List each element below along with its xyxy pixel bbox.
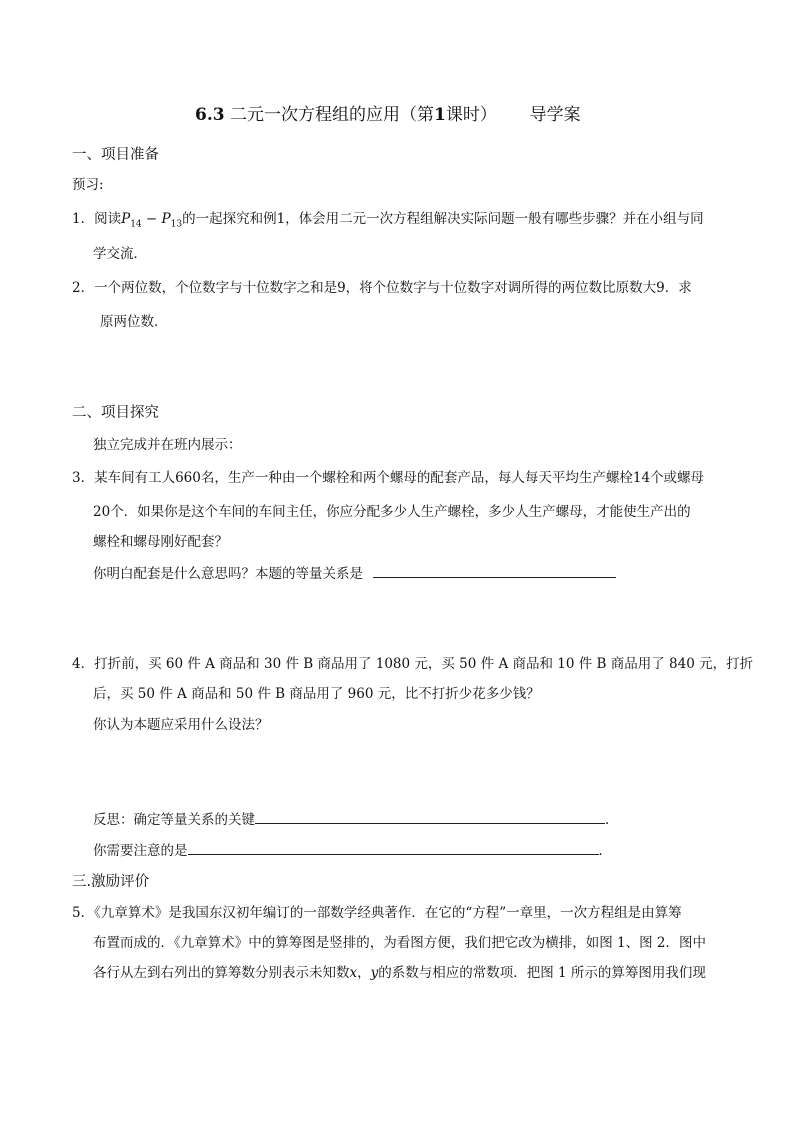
section-heading-2: 二、项目探究: [72, 405, 159, 421]
question-4-line-3: 你认为本题应采用什么设法？: [93, 717, 269, 733]
variable-y: y: [370, 965, 379, 981]
section-2-intro: 独立完成并在班内展示：: [93, 437, 242, 453]
question-5: 5．《九章算术》是我国东汉初年编订的一部数学经典著作．在它的“方程”一章里，一次方程组是由算筹: [72, 905, 682, 921]
section-heading-3: 三.激励评价: [72, 874, 150, 890]
section-heading-1: 一、项目准备: [72, 147, 159, 163]
question-3-line-4: 你明白配套是什么意思吗？本题的等量关系是: [93, 563, 616, 583]
preview-label: 预习:: [72, 177, 104, 193]
question-4-line-2: 后，买 50 件 A 商品和 50 件 B 商品用了 960 元，比不打折少花多少钱？: [93, 686, 540, 702]
page-title: [195, 104, 581, 126]
answer-blank-notes[interactable]: [188, 840, 599, 855]
question-2-line-2: 原两位数．: [100, 314, 168, 330]
question-1-line-2: 学交流．: [93, 246, 147, 262]
question-2: 2．一个两位数，个位数字与十位数字之和是9，将个位数字与十位数字对调所得的两位数比原数大9．求: [72, 280, 692, 296]
answer-blank-key[interactable]: [255, 809, 605, 824]
reflection-1: 反思：确定等量关系的关键 ．: [93, 809, 619, 829]
title-tag: 导学案: [529, 105, 581, 125]
question-4: 4．打折前，买 60 件 A 商品和 30 件 B 商品用了 1080 元，买 50 件 A 商品和 10 件 B 商品用了 840 元，打折: [72, 656, 754, 672]
question-3: 3．某车间有工人660名，生产一种由一个螺栓和两个螺母的配套产品，每人每天平均生产螺栓14个或螺母: [72, 470, 705, 486]
question-1: 1．阅读$P_{14} - P_{13}$的一起探究和例1，体会用二元一次方程组解决实际问题一般有哪些步骤？并在小组与同: [72, 211, 704, 230]
question-3-line-3: 螺栓和螺母刚好配套？: [93, 534, 228, 550]
question-5-line-3: 各行从左到右列出的算筹数分别表示未知数x，y的系数与相应的常数项．把图 1 所示的算筹图用我们现: [93, 965, 706, 981]
question-3-line-2: 20个．如果你是这个车间的车间主任，你应分配多少人生产螺栓，多少人生产螺母，才能使生产出的: [93, 504, 691, 520]
lesson-section-number: 6.3: [195, 105, 225, 125]
variable-x: x: [349, 965, 358, 981]
question-5-line-2: 布置而成的．《九章算术》中的算筹图是竖排的，为看图方便，我们把它改为横排，如图 1、图 2．图中: [93, 935, 707, 951]
title-text-end: 课时）: [445, 105, 497, 125]
answer-blank-equal-relation[interactable]: [373, 563, 616, 578]
title-text: 二元一次方程组的应用（第: [229, 105, 434, 125]
lesson-number: 1: [433, 105, 446, 125]
reflection-2: 你需要注意的是 ．: [93, 840, 612, 860]
